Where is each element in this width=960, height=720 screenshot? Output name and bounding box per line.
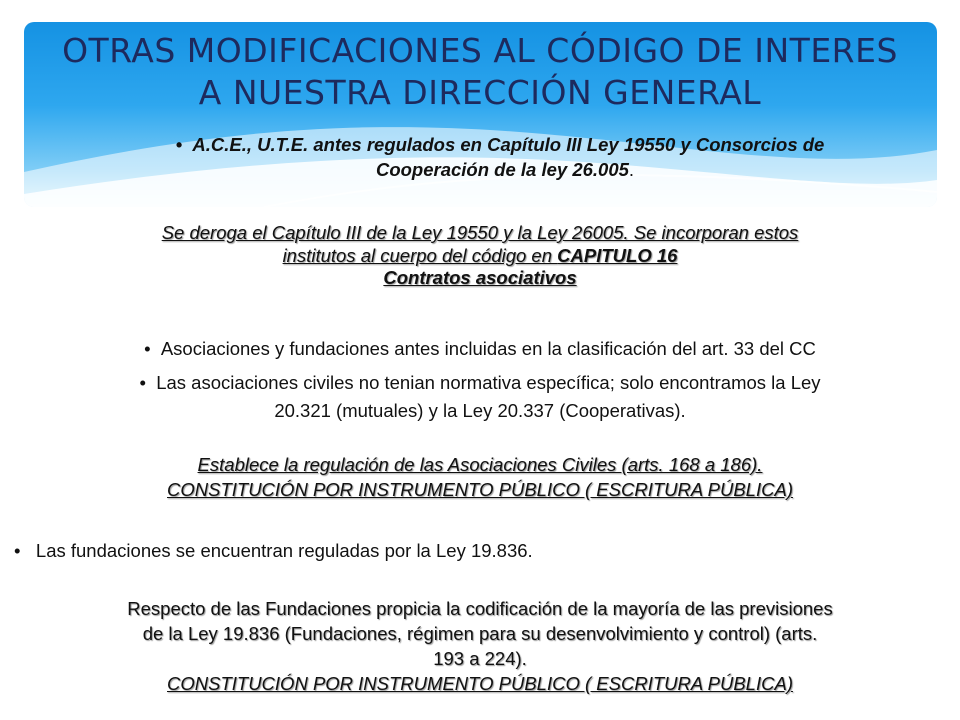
title-line-1: OTRAS MODIFICACIONES AL CÓDIGO DE INTERES: [62, 31, 898, 70]
deroga-paragraph: [0, 220, 960, 290]
respecto-paragraph: [0, 596, 960, 696]
bullet-glyph: •: [144, 338, 151, 359]
bullet-glyph: •: [175, 134, 183, 155]
ace-line-2-tail: .: [628, 159, 635, 180]
bullet-glyph: •: [14, 540, 21, 561]
slide-title: [0, 30, 960, 114]
fundaciones-bullet: [14, 538, 960, 563]
asociaciones-bullet: [0, 336, 960, 361]
civiles-bullet: [0, 370, 960, 423]
respecto-line-1: Respecto de las Fundaciones propicia la codificación de la mayoría de las previsiones: [127, 598, 833, 619]
ace-line-2: Cooperación de la ley 26.005: [375, 159, 629, 180]
respecto-line-3: 193 a 224).: [433, 648, 527, 669]
respecto-line-4: CONSTITUCIÓN POR INSTRUMENTO PÚBLICO ( ESCRITURA PÚBLICA): [167, 673, 793, 694]
deroga-capitulo: CAPITULO 16: [557, 245, 678, 266]
asociaciones-text: Asociaciones y fundaciones antes incluidas en la clasificación del art. 33 del CC: [160, 338, 816, 359]
ace-line-1: A.C.E., U.T.E. antes regulados en Capítulo III Ley 19550 y Consorcios de: [192, 134, 825, 155]
title-line-2: A NUESTRA DIRECCIÓN GENERAL: [198, 73, 762, 112]
deroga-line-3: Contratos asociativos: [383, 267, 577, 288]
deroga-line-2: institutos al cuerpo del código en: [282, 245, 558, 266]
ace-bullet: [0, 132, 960, 182]
establece-line-2: CONSTITUCIÓN POR INSTRUMENTO PÚBLICO ( ESCRITURA PÚBLICA): [167, 479, 793, 500]
deroga-line-1: Se deroga el Capítulo III de la Ley 19550 y la Ley 26005. Se incorporan estos: [161, 222, 799, 243]
establece-paragraph: [0, 452, 960, 502]
bullet-glyph: •: [139, 372, 146, 393]
fundaciones-text: Las fundaciones se encuentran reguladas por la Ley 19.836.: [35, 540, 533, 561]
establece-line-1: Establece la regulación de las Asociaciones Civiles (arts. 168 a 186).: [197, 454, 763, 475]
civiles-line-1: Las asociaciones civiles no tenian normativa específica; solo encontramos la Ley: [156, 372, 821, 393]
civiles-line-2: 20.321 (mutuales) y la Ley 20.337 (Cooperativas).: [274, 400, 686, 421]
respecto-line-2: de la Ley 19.836 (Fundaciones, régimen para su desenvolvimiento y control) (arts.: [142, 623, 818, 644]
